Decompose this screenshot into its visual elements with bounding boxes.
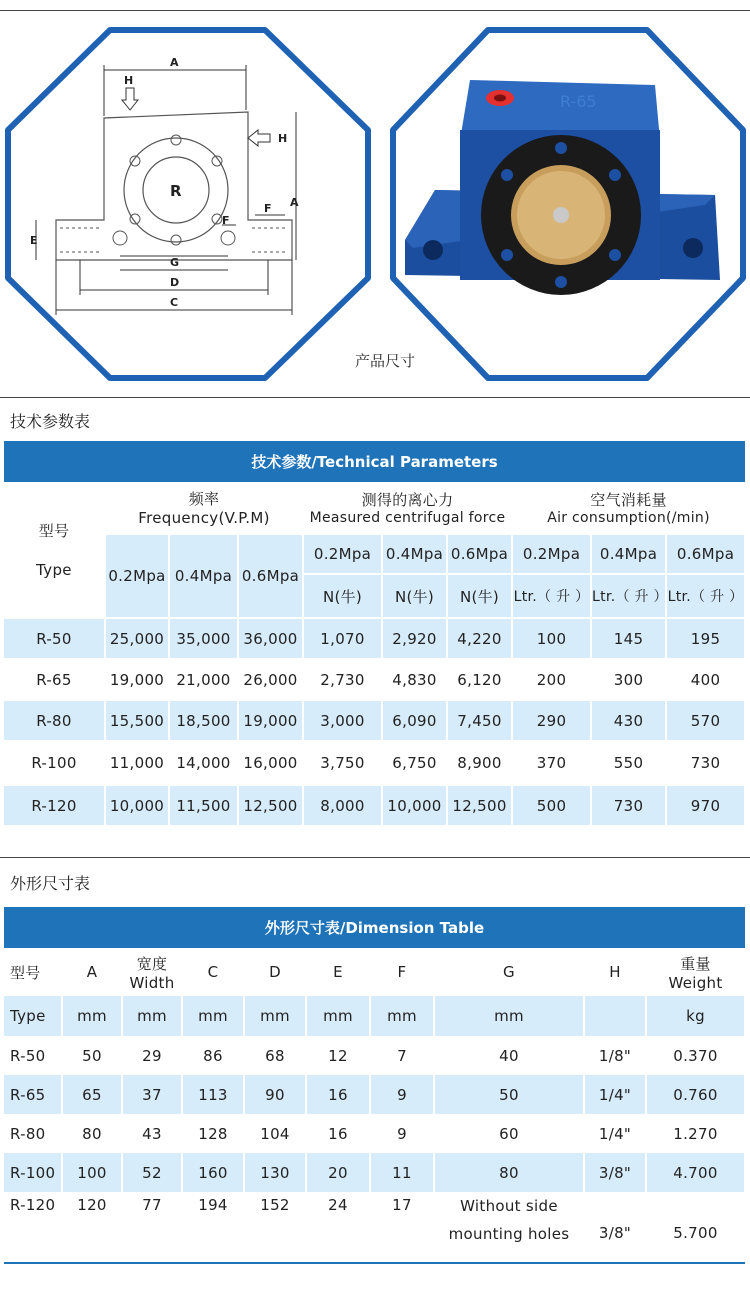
section-divider-2 [0,857,750,858]
dim-cell-w: 52 [122,1153,182,1192]
air-p3: 0.6Mpa [666,534,745,574]
dim-cell-type: R-80 [4,1114,62,1153]
dim-cell-g: 40 [434,1036,584,1075]
air-unit-3: Ltr.（ 升 ） [666,574,745,618]
tech-cell-f3: 16,000 [238,741,303,785]
dim-last-g-line2: mounting holes [434,1220,584,1248]
dim-last-type: R-120 [4,1192,62,1248]
dim-row [4,1036,745,1075]
dim-cell-e: 12 [306,1036,370,1075]
freq-p2: 0.4Mpa [169,534,238,618]
tech-cell-n1: 8,000 [303,785,382,826]
type-header [4,482,105,618]
tech-section-title: 技术参数表 [10,412,91,431]
dim-label-a-side: A [290,196,299,209]
dim-h-e: E [306,948,370,996]
dim-cell-h: 1/4" [584,1114,646,1153]
dim-row [4,1114,745,1153]
tech-cell-f1: 10,000 [105,785,169,826]
dim-cell-e: 16 [306,1075,370,1114]
dim-cell-e: 20 [306,1153,370,1192]
tech-cell-n2: 4,830 [382,659,447,700]
force-header [303,482,512,534]
tech-cell-type: R-80 [4,700,105,741]
dim-cell-d: 90 [244,1075,306,1114]
dim-cell-wt: 0.760 [646,1075,745,1114]
dim-cell-d: 104 [244,1114,306,1153]
dim-cell-d: 130 [244,1153,306,1192]
tech-cell-type: R-120 [4,785,105,826]
dim-u-f: mm [370,996,434,1036]
dim-h-h: H [584,948,646,996]
dim-last-a: 120 [62,1192,122,1248]
tech-cell-a2: 145 [591,618,666,659]
dim-last-c: 194 [182,1192,244,1248]
tech-cell-a2: 550 [591,741,666,785]
dim-row [4,1153,745,1192]
dim-h-width [122,948,182,996]
dim-cell-f: 11 [370,1153,434,1192]
dim-cell-h: 1/8" [584,1036,646,1075]
dim-h-width-en: Width [129,973,175,992]
tech-cell-n1: 1,070 [303,618,382,659]
section-divider-1 [0,397,750,398]
air-header-en: Air consumption(/min) [547,510,710,526]
tech-row [4,618,745,659]
air-header [512,482,745,534]
dim-label-h-side: H [278,132,288,145]
dim-label-f-right: F [264,202,272,215]
dim-cell-d: 68 [244,1036,306,1075]
dim-h-type-cn: 型号 [4,948,62,996]
air-p1: 0.2Mpa [512,534,591,574]
tech-cell-a3: 400 [666,659,745,700]
tech-cell-f1: 11,000 [105,741,169,785]
dim-h-d: D [244,948,306,996]
dim-cell-g: 50 [434,1075,584,1114]
force-unit-2: N(牛) [382,574,447,618]
dim-label-c: C [170,296,179,309]
dim-last-f: 17 [370,1192,434,1248]
tech-cell-a3: 570 [666,700,745,741]
dim-label-h-top: H [124,74,134,87]
force-unit-3: N(牛) [447,574,512,618]
tech-cell-a3: 195 [666,618,745,659]
tech-row [4,700,745,741]
dim-cell-w: 29 [122,1036,182,1075]
tech-cell-n1: 3,750 [303,741,382,785]
tech-cell-f2: 11,500 [169,785,238,826]
dim-cell-c: 128 [182,1114,244,1153]
tech-row [4,785,745,826]
tech-cell-n2: 6,750 [382,741,447,785]
dim-row [4,1075,745,1114]
freq-p3: 0.6Mpa [238,534,303,618]
dim-cell-c: 113 [182,1075,244,1114]
force-p1: 0.2Mpa [303,534,382,574]
dim-cell-f: 9 [370,1075,434,1114]
type-header-en: Type [36,561,72,579]
dimension-diagram [0,20,380,390]
tech-cell-f1: 19,000 [105,659,169,700]
frequency-header [105,482,303,534]
tech-cell-n3: 7,450 [447,700,512,741]
dim-label-g: G [170,256,180,269]
air-header-cn: 空气消耗量 [590,491,667,509]
tech-cell-n2: 6,090 [382,700,447,741]
tech-cell-n3: 12,500 [447,785,512,826]
dim-u-d: mm [244,996,306,1036]
frequency-header-en: Frequency(V.P.M) [138,509,270,527]
dim-cell-a: 50 [62,1036,122,1075]
tech-cell-a1: 100 [512,618,591,659]
dim-h-f: F [370,948,434,996]
frequency-header-cn: 频率 [188,490,220,508]
dim-label-a-top: A [170,56,179,69]
top-rule [0,10,750,11]
tech-row [4,741,745,785]
tech-cell-f3: 36,000 [238,618,303,659]
force-header-cn: 测得的离心力 [361,491,454,509]
dim-cell-f: 9 [370,1114,434,1153]
tech-cell-n3: 8,900 [447,741,512,785]
dim-cell-wt: 4.700 [646,1153,745,1192]
tech-cell-type: R-100 [4,741,105,785]
force-p2: 0.4Mpa [382,534,447,574]
dim-label-f-inner: F [222,214,230,227]
tech-cell-f2: 35,000 [169,618,238,659]
dim-last-w: 77 [122,1192,182,1248]
dim-label-r: R [170,182,182,200]
freq-p1: 0.2Mpa [105,534,169,618]
air-unit-1: Ltr.（ 升 ） [512,574,591,618]
tech-cell-type: R-65 [4,659,105,700]
dim-cell-h: 1/4" [584,1075,646,1114]
dim-u-a: mm [62,996,122,1036]
dim-h-weight-cn: 重量 [680,954,711,973]
tech-cell-a3: 730 [666,741,745,785]
product-image [385,20,750,390]
tech-cell-f3: 26,000 [238,659,303,700]
type-header-cn: 型号 [38,522,70,540]
dim-cell-type: R-100 [4,1153,62,1192]
tech-cell-a1: 290 [512,700,591,741]
dim-cell-w: 37 [122,1075,182,1114]
force-p3: 0.6Mpa [447,534,512,574]
tech-cell-n3: 4,220 [447,618,512,659]
dim-h-weight-en: Weight [668,973,723,992]
dim-cell-e: 16 [306,1114,370,1153]
dim-last-e: 24 [306,1192,370,1248]
tech-cell-f3: 12,500 [238,785,303,826]
tech-cell-f1: 25,000 [105,618,169,659]
tech-cell-f2: 18,500 [169,700,238,741]
tech-cell-n1: 3,000 [303,700,382,741]
dim-u-g: mm [434,996,584,1036]
tech-table-title: 技术参数/Technical Parameters [4,441,745,482]
dimension-table [4,948,746,1248]
air-p2: 0.4Mpa [591,534,666,574]
dim-h-width-cn: 宽度 [136,954,168,973]
tech-cell-n3: 6,120 [447,659,512,700]
dim-cell-a: 100 [62,1153,122,1192]
dim-last-wt: 5.700 [646,1192,745,1248]
dim-cell-c: 86 [182,1036,244,1075]
dim-u-wt: kg [646,996,745,1036]
tech-cell-n2: 2,920 [382,618,447,659]
dim-u-e: mm [306,996,370,1036]
dim-u-w: mm [122,996,182,1036]
dim-cell-type: R-65 [4,1075,62,1114]
dim-section-title: 外形尺寸表 [10,874,91,893]
tech-cell-f2: 21,000 [169,659,238,700]
dim-last-g-line1: Without side [434,1192,584,1220]
tech-cell-a2: 430 [591,700,666,741]
dim-cell-g: 80 [434,1153,584,1192]
tech-cell-a2: 730 [591,785,666,826]
tech-cell-type: R-50 [4,618,105,659]
diagram-caption: 产品尺寸 [354,352,415,370]
table-bottom-rule [4,1262,745,1264]
dim-cell-wt: 1.270 [646,1114,745,1153]
dim-last-h: 3/8" [584,1192,646,1248]
dim-label-e: E [30,234,38,247]
tech-cell-a3: 970 [666,785,745,826]
tech-cell-n2: 10,000 [382,785,447,826]
dim-cell-type: R-50 [4,1036,62,1075]
dim-cell-a: 80 [62,1114,122,1153]
force-header-en: Measured centrifugal force [309,510,506,526]
tech-cell-a2: 300 [591,659,666,700]
dim-last-d: 152 [244,1192,306,1248]
dim-cell-wt: 0.370 [646,1036,745,1075]
tech-cell-f1: 15,500 [105,700,169,741]
force-unit-1: N(牛) [303,574,382,618]
dim-label-d: D [170,276,180,289]
dim-cell-h: 3/8" [584,1153,646,1192]
dim-u-c: mm [182,996,244,1036]
dim-cell-c: 160 [182,1153,244,1192]
dim-h-c: C [182,948,244,996]
tech-cell-n1: 2,730 [303,659,382,700]
model-mark: R-65 [560,92,597,111]
dim-u-h [584,996,646,1036]
tech-cell-f3: 19,000 [238,700,303,741]
dim-cell-f: 7 [370,1036,434,1075]
air-unit-2: Ltr.（ 升 ） [591,574,666,618]
dim-h-weight [646,948,745,996]
dim-cell-g: 60 [434,1114,584,1153]
tech-row [4,659,745,700]
tech-cell-a1: 500 [512,785,591,826]
dim-table-title: 外形尺寸表/Dimension Table [4,907,745,948]
dim-cell-w: 43 [122,1114,182,1153]
dim-h-a: A [62,948,122,996]
tech-cell-a1: 370 [512,741,591,785]
dim-u-type-en: Type [4,996,62,1036]
tech-cell-f2: 14,000 [169,741,238,785]
tech-cell-a1: 200 [512,659,591,700]
dim-cell-a: 65 [62,1075,122,1114]
tech-parameters-table [4,482,746,827]
dim-h-g: G [434,948,584,996]
